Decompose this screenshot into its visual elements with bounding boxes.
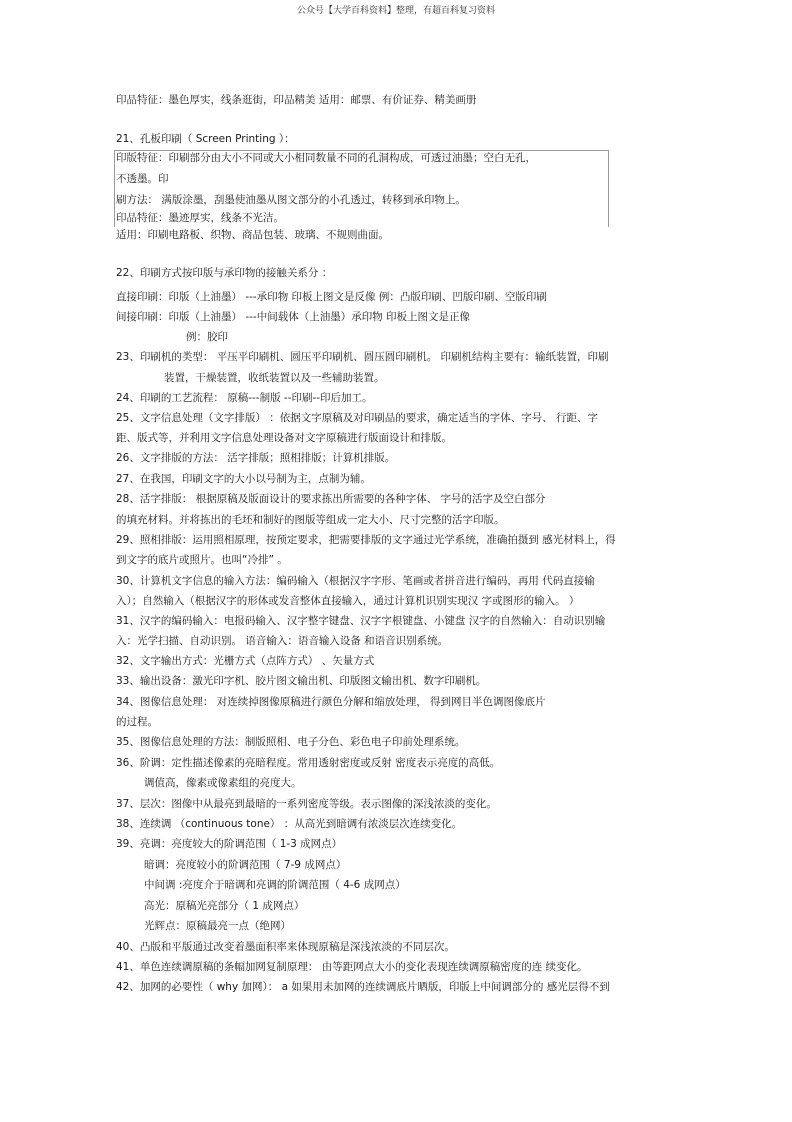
text-line: 到文字的底片或照片。也叫“冷排” 。 xyxy=(116,554,288,566)
text-line: 调值高，像素或像素组的亮度大。 xyxy=(144,777,302,789)
text-line: 暗调：亮度较小的阶调范围（ 7-9 成网点） xyxy=(144,859,347,871)
text-line: 29、照相排版：运用照相原理，按预定要求，把需要排版的文字通过光学系统，准确拍摄到 感光材料上，得 xyxy=(116,534,616,546)
text-line: 间接印刷：印版（上油墨） ---中间载体（上油墨）承印物 印板上图文是正像 xyxy=(116,311,471,323)
text-line: 39、亮调：亮度较大的阶调范围（ 1-3 成网点） xyxy=(116,838,343,850)
text-line: 41、单色连续调原稿的条幅加网复制原理： 由等距网点大小的变化表现连续调原稿密度的连 续变化。 xyxy=(116,961,588,973)
text-line: 适用：印刷电路板、织物、商品包装、玻璃、不规则曲面。 xyxy=(116,229,389,241)
text-line: 36、阶调：定性描述像素的亮暗程度。常用透射密度或反射 密度表示亮度的高低。 xyxy=(116,757,501,769)
text-line: 23、印刷机的类型： 平压平印刷机、圆压平印刷机、圆压圆印刷机。 印刷机结构主要有：输纸装置，印刷 xyxy=(116,351,609,363)
text-line: 31、汉字的编码输入：电报码输入、汉字整字键盘、汉字字根键盘、小键盘 汉字的自然输入：自动识别输 xyxy=(116,615,606,627)
text-line: 入）；自然输入（根据汉字的形体或发音整体直接输入，通过计算机识别实现汉 字或图形的输入。 ） xyxy=(116,595,580,607)
text-line: 40、凸版和平版通过改变着墨面积率来体现原稿是深浅浓淡的不同层次。 xyxy=(116,941,455,953)
text-line: 24、印刷的工艺流程： 原稿---制版 --印刷--印后加工。 xyxy=(116,392,373,404)
text-line: 印品特征：墨迹厚实，线条不光洁。 xyxy=(116,212,284,224)
text-line: 37、层次：图像中从最亮到最暗的一系列密度等级。表示图像的深浅浓淡的变化。 xyxy=(116,798,497,810)
text-line: 例：胶印 xyxy=(186,331,228,343)
text-line: 入：光学扫描、自动识别。 语音输入：语音输入设备 和语音识别系统。 xyxy=(116,635,449,647)
text-line: 印品特征：墨色厚实，线条逛街，印品精美 适用：邮票、有价证券、精美画册 xyxy=(116,94,477,106)
page-header: 公众号【大学百科资料】整理，有超百科复习资料 xyxy=(296,6,495,16)
text-line: 30、计算机文字信息的输入方法：编码输入（根据汉字字形、笔画或者拼音进行编码，再用 代码直接输 xyxy=(116,575,595,587)
text-line: 32、文字输出方式：光栅方式（点阵方式） 、矢量方式 xyxy=(116,655,375,667)
text-line: 中间调 :亮度介于暗调和亮调的阶调范围（ 4-6 成网点） xyxy=(144,879,406,891)
text-line: 的过程。 xyxy=(116,716,158,728)
text-line: 印版特征：印刷部分由大小不同或大小相同数量不同的孔洞构成，可透过油墨；空白无孔， xyxy=(116,152,536,164)
text-line: 高光：原稿光亮部分（ 1 成网点） xyxy=(144,900,305,912)
text-line: 22、印刷方式按印版与承印物的接触关系分 ： xyxy=(116,267,333,279)
text-line: 的填充材料。并将拣出的毛坯和制好的图版等组成一定大小、尺寸完整的活字印版。 xyxy=(116,514,505,526)
text-line: 直接印刷：印版（上油墨） ---承印物 印板上图文是反像 例：凸版印刷、凹版印刷、空版印刷 xyxy=(116,291,547,303)
text-line: 距、版式等，并利用文字信息处理设备对文字原稿进行版面设计和排版。 xyxy=(116,432,452,444)
text-line: 光辉点：原稿最亮一点（绝网） xyxy=(144,920,291,932)
text-line: 27、在我国，印刷文字的大小以号制为主，点制为辅。 xyxy=(116,473,371,485)
text-line: 不透墨。印 xyxy=(116,173,169,185)
text-line: 34、图像信息处理： 对连续掉图像原稿进行颜色分解和缩放处理， 得到网目半色调图像底片 xyxy=(116,696,546,708)
text-line: 38、连续调 （continuous tone） ：从高光到暗调有浓淡层次连续变化。 xyxy=(116,818,463,830)
text-line: 装置，干燥装置，收纸装置以及一些辅助装置。 xyxy=(164,372,385,384)
text-line: 42、加网的必要性（ why 加网）： a 如果用未加网的连续调底片晒版，印版上中间调部分的 感光层得不到 xyxy=(116,981,610,993)
text-line: 刷方法： 满版涂墨，刮墨使油墨从图文部分的小孔透过，转移到承印物上。 xyxy=(116,194,466,206)
text-line: 35、图像信息处理的方法：制版照相、电子分色、彩色电子印前处理系统。 xyxy=(116,736,466,748)
text-line: 25、文字信息处理（文字排版） ：依据文字原稿及对印刷品的要求，确定适当的字体、字号、 行距、字 xyxy=(116,412,599,424)
text-line: 28、活字排版： 根据原稿及版面设计的要求拣出所需要的各种字体、 字号的活字及空白部分 xyxy=(116,493,546,505)
text-line: 26、文字排版的方法： 活字排版；照相排版；计算机排版。 xyxy=(116,452,396,464)
text-line: 21、孔板印刷（ Screen Printing ）： xyxy=(116,133,295,145)
text-line: 33、输出设备：激光印字机、胶片图文输出机、印版图文输出机、数字印刷机。 xyxy=(116,675,487,687)
